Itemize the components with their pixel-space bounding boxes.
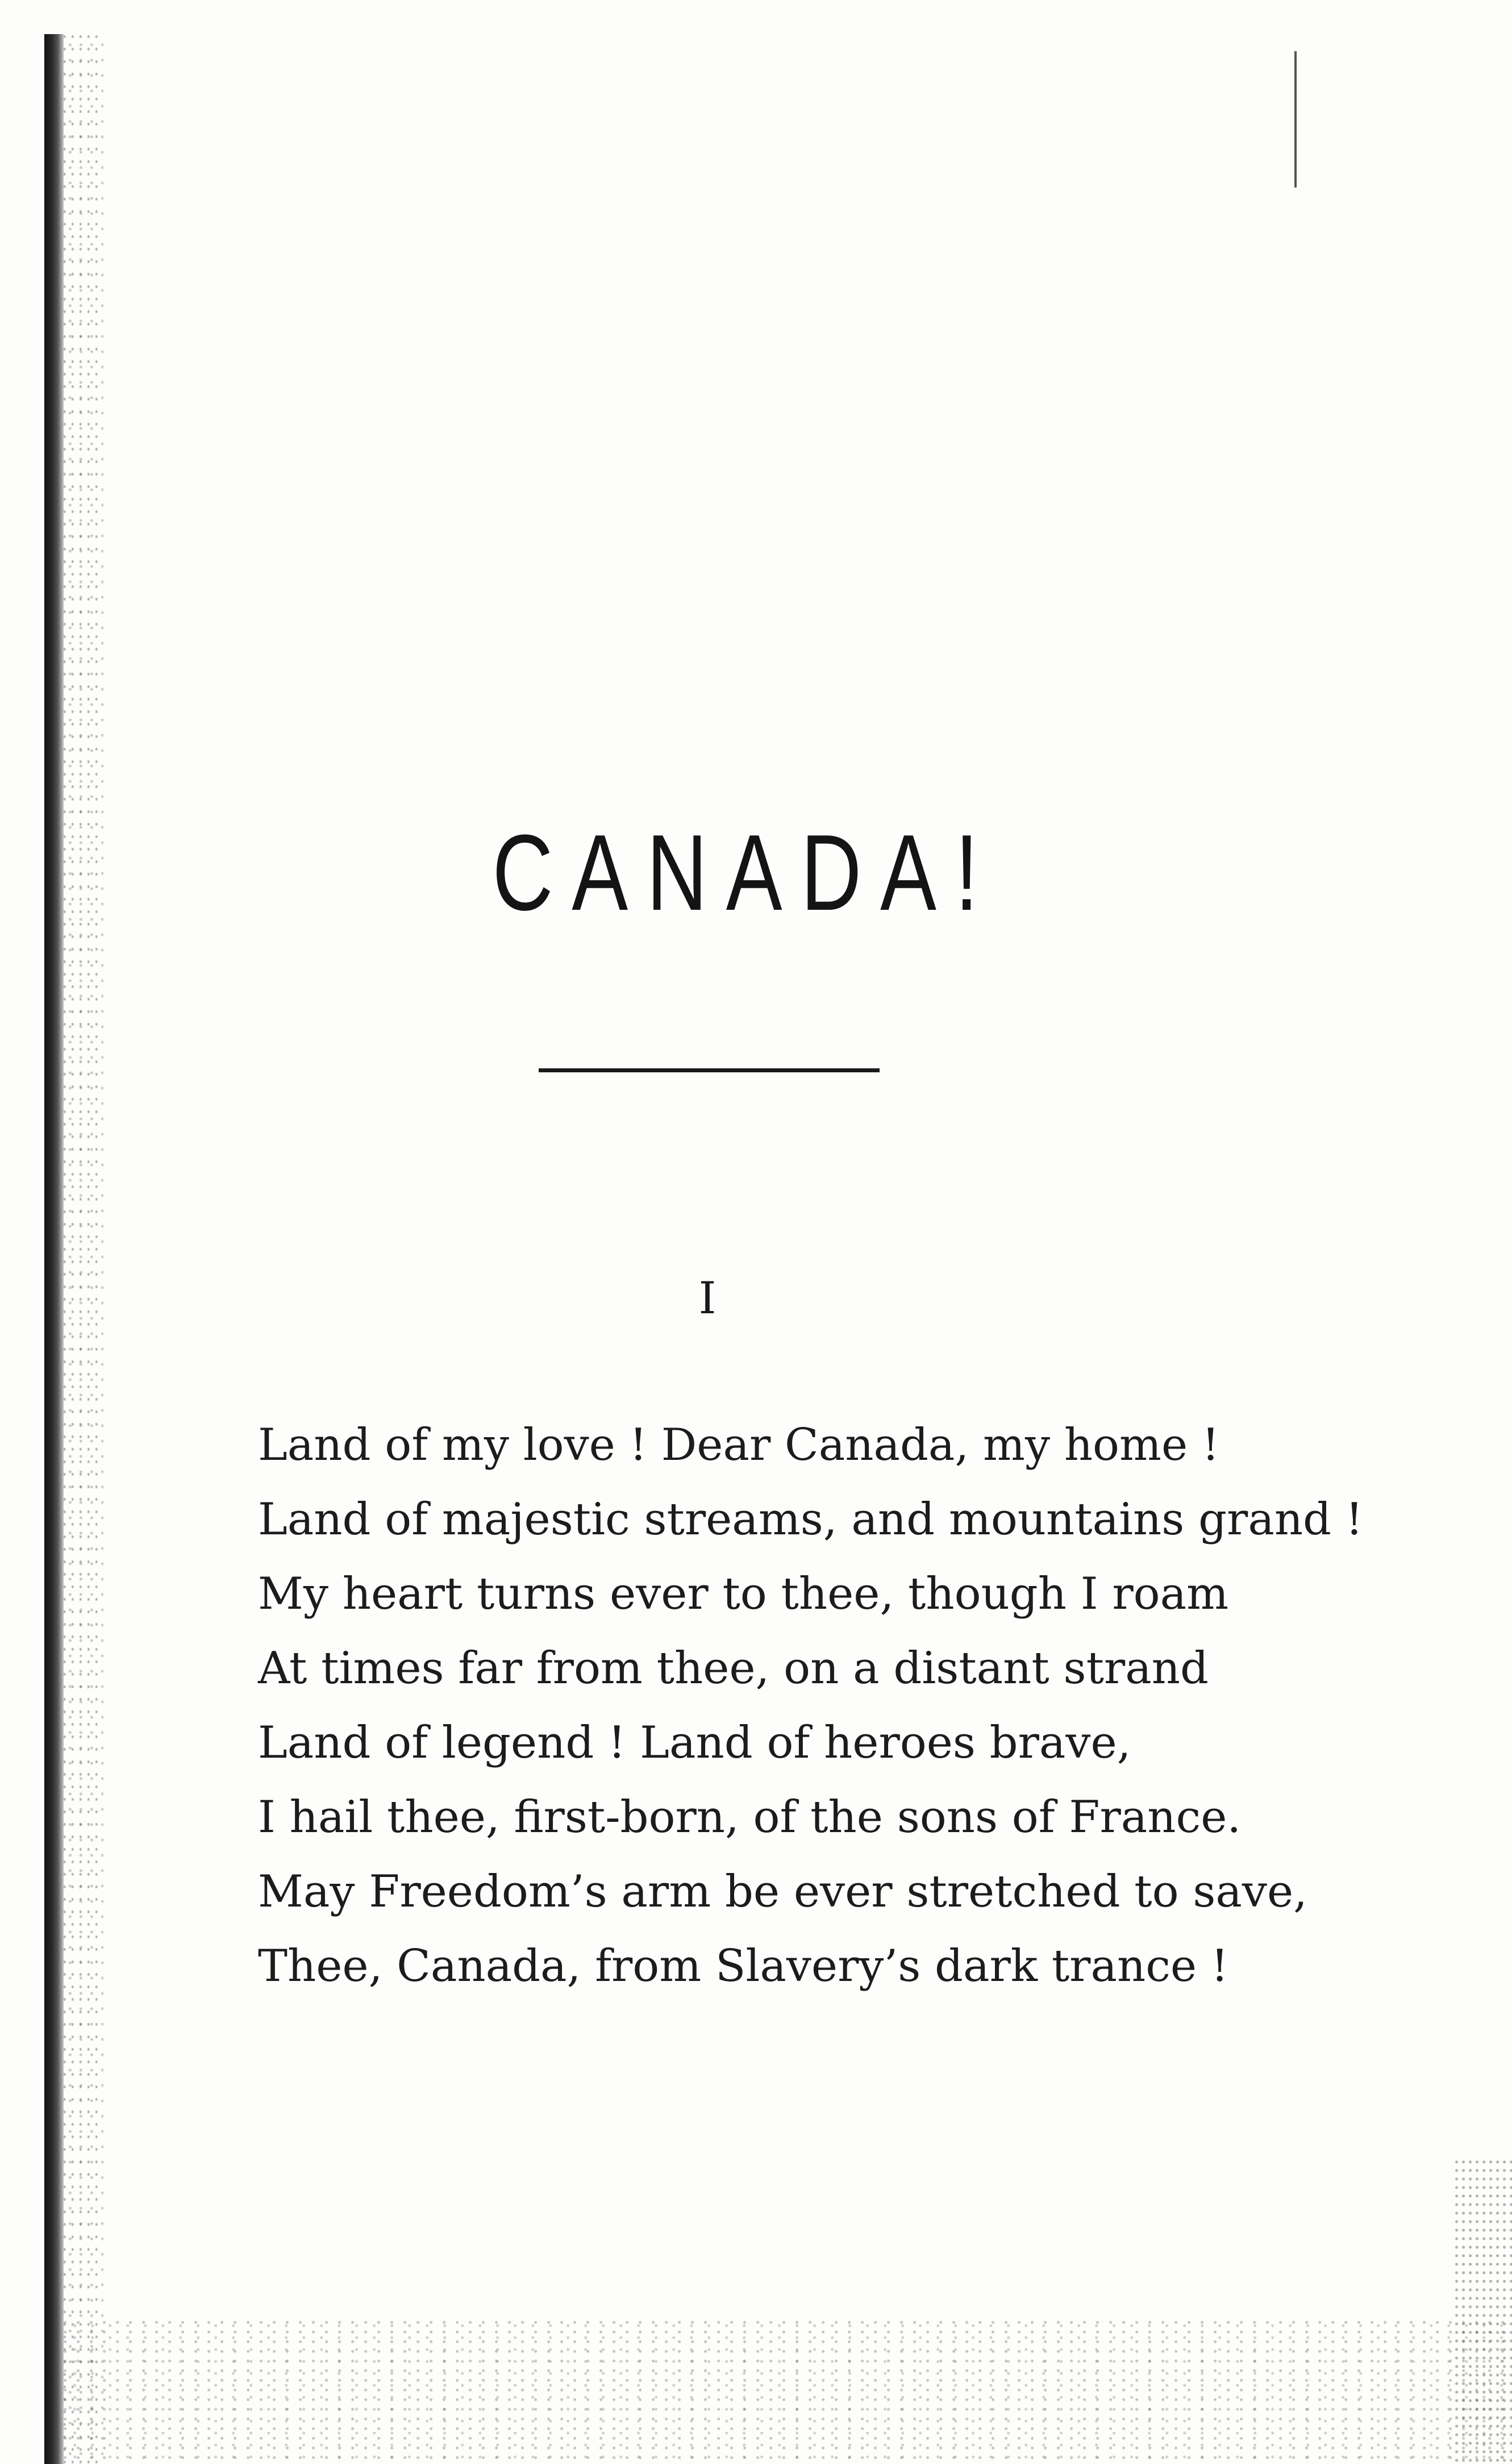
title-rule <box>539 1068 880 1072</box>
corner-speckle <box>1455 2159 1512 2464</box>
stanza <box>258 1408 1364 2004</box>
verse-line: Land of legend ! Land of heroes brave, <box>258 1717 1131 1768</box>
binding-shadow-speckle <box>64 34 103 2464</box>
verse-line: Land of majestic streams, and mountains grand ! <box>258 1494 1364 1545</box>
poem-title: CANADA! <box>492 813 997 934</box>
verse-line: At times far from thee, on a distant strand <box>258 1643 1209 1694</box>
section-number: I <box>698 1273 717 1324</box>
verse-line: May Freedom’s arm be ever stretched to save, <box>258 1866 1307 1917</box>
page-binding-edge <box>44 34 64 2464</box>
verse-line: I hail thee, first-born, of the sons of France. <box>258 1792 1242 1843</box>
verse-line: Land of my love ! Dear Canada, my home ! <box>258 1420 1220 1471</box>
bottom-edge-speckle <box>63 2319 1512 2464</box>
verse-line: My heart turns ever to thee, though I roam <box>258 1568 1229 1620</box>
scan-artifact-line <box>1294 51 1297 188</box>
verse-line: Thee, Canada, from Slavery’s dark trance ! <box>258 1941 1229 1992</box>
